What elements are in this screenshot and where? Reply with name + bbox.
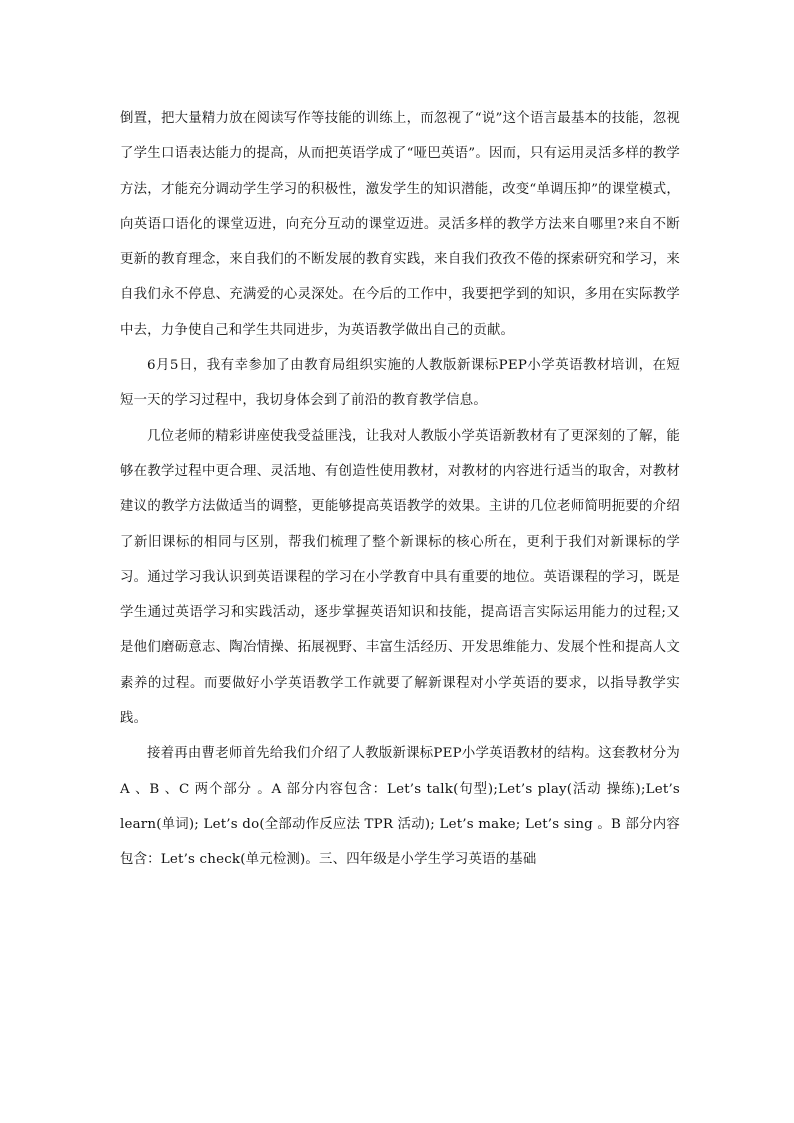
paragraph-4: 接着再由曹老师首先给我们介绍了人教版新课标PEP小学英语教材的结构。这套教材分为 A 、B 、C 两个部分 。A 部分内容包含：Let’s talk(句型);Let’s play(活动 操练);Let’s learn(单词); Let’s do(全部动作反应法 TPR 活动); Let’s make; Let’s sing 。B 部分内容包含：Let’s check(单元检测)。三、四年级是小学生学习英语的基础 [120,746,680,868]
paragraph-3: 几位老师的精彩讲座使我受益匪浅，让我对人教版小学英语新教材有了更深刻的了解，能够在教学过程中更合理、灵活地、有创造性使用教材，对教材的内容进行适当的取舍，对教材建议的教学方法做适当的调整，更能够提高英语教学的效果。主讲的几位老师简明扼要的介绍了新旧课标的相同与区别，帮我们梳理了整个新课标的核心所在，更利于我们对新课标的学习。通过学习我认识到英语课程的学习在小学教育中具有重要的地位。英语课程的学习，既是学生通过英语学习和实践活动，逐步掌握英语知识和技能，提高语言实际运用能力的过程;又是他们磨砺意志、陶冶情操、拓展视野、丰富生活经历、开发思维能力、发展个性和提高人文素养的过程。而要做好小学英语教学工作就要了解新课程对小学英语的要求，以指导教学实践。 [120,428,680,727]
paragraph-2: 6月5日，我有幸参加了由教育局组织实施的人教版新课标PEP小学英语教材培训，在短短一天的学习过程中，我切身体会到了前沿的教育教学信息。 [120,358,680,409]
paragraph-1: 倒置，把大量精力放在阅读写作等技能的训练上，而忽视了“说”这个语言最基本的技能，忽视了学生口语表达能力的提高，从而把英语学成了“哑巴英语”。因而，只有运用灵活多样的教学方法，才能充分调动学生学习的积极性，激发学生的知识潜能，改变“单调压抑”的课堂模式，向英语口语化的课堂迈进，向充分互动的课堂迈进。灵活多样的教学方法来自哪里?来自不断更新的教育理念，来自我们的不断发展的教育实践，来自我们孜孜不倦的探索研究和学习，来自我们永不停息、充满爱的心灵深处。在今后的工作中，我要把学到的知识，多用在实际教学中去，力争使自己和学生共同进步，为英语教学做出自己的贡献。 [120,111,680,338]
document-body [120,101,680,878]
